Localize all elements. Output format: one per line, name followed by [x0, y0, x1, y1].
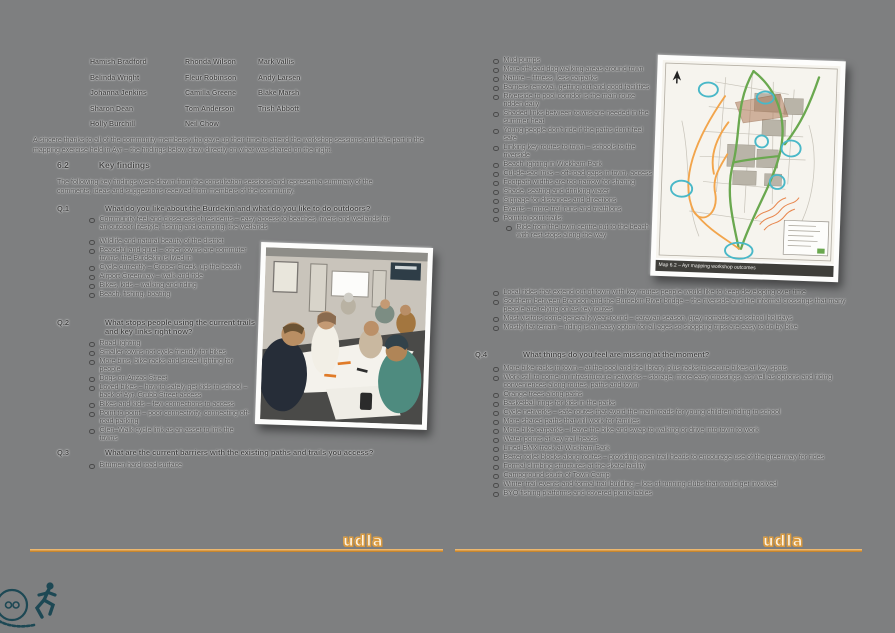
bullet-list-q1	[88, 238, 253, 300]
bullet-circle-icon	[493, 393, 499, 399]
bullet-circle-icon	[493, 86, 499, 92]
bullet-circle-icon	[493, 456, 499, 462]
bullet-item: Bikes and kids – few connections to access	[88, 401, 251, 409]
bullet-item: More bike carparks – leave the bike and swap to walking or drive into town to work	[492, 427, 848, 435]
bullet-item: Most visitors come generally year-round – caravan season, grey nomads and school holidays	[492, 315, 848, 323]
bullet-item: Lined BMX track at Wickham Park	[492, 445, 848, 453]
section-number: 6.2	[57, 160, 69, 170]
bullet-circle-icon	[493, 163, 499, 169]
bullet-item: Mostly flat terrain – riding is an easy option for all ages so shopping trips are easy to do by bike	[492, 324, 848, 332]
bullet-circle-icon	[493, 181, 499, 187]
bullet-circle-icon	[89, 429, 95, 435]
attendee-column-3	[258, 55, 340, 133]
bullet-list-q3-wide	[492, 289, 848, 333]
bullet-circle-icon	[493, 429, 499, 435]
bullet-item: Work still to come on infrastructure networks – storage, more easy crossings, as well as options and riding conveniences along routes, paths and town	[492, 374, 848, 390]
bullet-circle-icon	[493, 492, 499, 498]
bullet-circle-icon	[89, 386, 95, 392]
bullet-circle-icon	[493, 300, 499, 306]
attendee-name: Holly Burchill	[90, 121, 136, 128]
workshop-photo	[255, 242, 433, 430]
section-intro: The following key findings were drawn from the consultation sessions and represent a summary of the comments, ideas and suggestions received from members of the community.	[57, 179, 373, 195]
bullet-item: Events – more trail runs and triathlons	[492, 206, 654, 214]
bullet-circle-icon	[493, 367, 499, 373]
bullet-item: Smaller towns not cycle friendly for bikes	[88, 349, 251, 357]
bullet-circle-icon	[89, 403, 95, 409]
bullet-item: Water points at key trail heads	[492, 436, 848, 444]
bullet-item: More off-lead dog walking areas around town	[492, 66, 654, 74]
attendee-name: Mark Vallis	[258, 59, 295, 66]
bullet-list-q4	[492, 365, 848, 499]
workshop-map-photo	[650, 55, 846, 282]
bullet-item: Footpath widths are too narrow for sharing	[492, 179, 654, 187]
bullet-circle-icon	[493, 59, 499, 65]
bullet-item: Nature – fitness, less carparks	[492, 75, 654, 83]
bullet-circle-icon	[493, 483, 499, 489]
bullet-circle-icon	[493, 376, 499, 382]
bullet-circle-icon	[493, 95, 499, 101]
attendee-name: Blake Marsh	[258, 90, 300, 97]
bullet-item: Local rides that extend out of town with key routes people would like to keep developing over time	[492, 289, 848, 297]
bullet-item: Signage for distances and directions	[492, 197, 654, 205]
attendee-name: Hamish Bradford	[90, 59, 147, 66]
bullet-circle-icon	[89, 266, 95, 272]
bullet-circle-icon	[89, 351, 95, 357]
bullet-circle-icon	[89, 249, 95, 255]
bullet-circle-icon	[89, 218, 95, 224]
bullet-circle-icon	[89, 342, 95, 348]
bullet-circle-icon	[89, 293, 95, 299]
udla-logo-left: udla	[343, 532, 384, 550]
bullet-circle-icon	[493, 420, 499, 426]
attendee-column-2	[185, 55, 258, 133]
annotated-town-map	[656, 60, 841, 264]
bullet-circle-icon	[493, 77, 499, 83]
attendee-name: Rhonda Wilson	[185, 59, 236, 66]
bullet-circle-icon	[89, 275, 95, 281]
bullet-circle-icon	[493, 146, 499, 152]
bullet-item: Cul-de-sac links – off-road gaps in town, access	[492, 170, 654, 178]
bullet-list-q3-continued	[492, 57, 654, 223]
question-number: Q.2	[57, 318, 70, 327]
bullet-item: Bitumen hard road surface	[88, 462, 418, 470]
bullet-circle-icon	[493, 112, 499, 118]
bullet-circle-icon	[493, 129, 499, 135]
bullet-item: Young people don't ride if the paths don't feel safe	[492, 127, 654, 143]
map-caption: Map 6.2 – Ayr mapping workshop outcomes	[655, 260, 833, 277]
q3-continued-column	[492, 57, 654, 241]
bullet-circle-icon	[493, 172, 499, 178]
bullet-item: Shade, seating and drinking water	[492, 188, 654, 196]
bullet-circle-icon	[89, 412, 95, 418]
bullet-item: Cycle networks – safe routes that avoid the main roads for young children riding to school	[492, 409, 848, 417]
attendee-name: Neil Chow	[185, 121, 219, 128]
bullet-item: Road lighting	[88, 340, 251, 348]
section-heading	[57, 160, 150, 170]
bullet-circle-icon	[493, 438, 499, 444]
bullet-item: Bikes, kids – walking and riding	[88, 282, 253, 290]
bullet-circle-icon	[493, 190, 499, 196]
bullet-item: More bins, bike racks and street lighting for people	[88, 358, 251, 374]
sub-bullet-item: Ride from the town centre out to the beach with rest stops along the way	[505, 224, 654, 240]
question-number: Q.4	[475, 350, 488, 359]
udla-logo-right: udla	[763, 532, 804, 550]
bullet-circle-icon	[493, 474, 499, 480]
bullet-circle-icon	[493, 402, 499, 408]
question-number: Q.1	[57, 204, 70, 213]
bullet-item: Beach, fishing, boating	[88, 291, 253, 299]
attendee-name: Tom Anderson	[185, 105, 234, 113]
bullet-item: Riverside to pool corridor is the main route ridden daily	[492, 93, 654, 109]
bullet-item: Glen–Walk cycle link as an asset to link the towns	[88, 427, 251, 443]
bullet-circle-icon	[493, 217, 499, 223]
bullet-item: Better toilet blocks along routes – providing open trail heads to encourage use of the greenway for rides	[492, 454, 848, 462]
bullet-item: More shared paths that will work for families	[492, 418, 848, 426]
bullet-item: Barriers removal, getting out and good facilities	[492, 84, 654, 92]
bullet-item: Campground south of Town Camp	[492, 472, 848, 480]
bullet-circle-icon	[493, 411, 499, 417]
bullet-item: Loved bikes – how to safely get kids to school – back of Ayr, Grubb Street access	[88, 384, 251, 400]
bullet-item: Beach lighting in Wickham Park	[492, 161, 654, 169]
bullet-circle-icon	[493, 317, 499, 323]
bullet-item: Community feel and closeness of residents – easy access to beaches, rivers and wetlands for an outdoor lifestyle, fishing and camping, the wetlands	[88, 216, 393, 232]
question-text: What things do you feel are missing at the moment?	[523, 350, 710, 359]
bullet-item: Southern between Brandon and the Burdekin River bridge – the riverside and the informal crossings that many people are relying on as key routes	[492, 298, 848, 314]
bullet-circle-icon	[89, 464, 95, 470]
bullet-item: Formal climbing structures at the skate facility	[492, 463, 848, 471]
bullet-item: Wildlife and natural beauty of the district	[88, 238, 253, 246]
bullet-circle-icon	[493, 447, 499, 453]
bullet-circle-icon	[89, 377, 95, 383]
bullet-item: Point to point trails:	[492, 215, 654, 223]
question-text: What are the current barriers with the existing paths and trails you access?	[105, 448, 374, 457]
bullet-item: Point to point – poor connectivity, connecting off-road parking	[88, 410, 251, 426]
attendee-name: Sharon Dean	[90, 105, 134, 113]
attendee-names	[90, 55, 340, 133]
bullet-list-q3-sub	[492, 224, 654, 240]
bullet-list-q1-wide	[88, 216, 393, 233]
bullet-circle-icon	[493, 199, 499, 205]
bullet-item: Dogs on Anzac Street	[88, 375, 251, 383]
attendee-name: Fleur Robinson	[185, 74, 237, 82]
bullet-item: Shaded links between towns are needed in the summer heat	[492, 110, 654, 126]
bullet-item: Basketball rings for kids in the parks	[492, 400, 848, 408]
bullet-item: Airport Greenway – walk and ride	[88, 273, 253, 281]
bullet-circle-icon	[493, 326, 499, 332]
bullet-item: Peaceful and quiet – other towns are commuter towns, the Burdekin is lived in	[88, 247, 253, 263]
attendee-name: Andy Larsen	[258, 74, 301, 82]
bullet-circle-icon	[89, 284, 95, 290]
bullet-item: BYO fishing platforms and covered picnic tables	[492, 490, 848, 498]
trail-runner-logo	[0, 579, 78, 633]
section-title: Key findings	[98, 160, 150, 170]
bullet-circle-icon	[506, 226, 512, 232]
bullet-item: Cycle currently – Groper Creek, up the beach	[88, 264, 253, 272]
bullet-circle-icon	[89, 240, 95, 246]
workshop-photo-image	[260, 247, 428, 425]
acknowledgement-text: A sincere thanks to all of the community members who gave up their time to attend the workshop sessions and take part in the mapping exercise held in Ayr – the findings below draw directly on what was shared on the night.	[33, 137, 424, 154]
bullet-circle-icon	[493, 208, 499, 214]
bullet-circle-icon	[493, 291, 499, 297]
question-text: What stops people using the current trails and key links right now?	[105, 318, 256, 336]
question-text: What do you like about the Burdekin and what do you like to do outdoors?	[105, 204, 371, 213]
attendee-column-1	[90, 55, 185, 133]
bullet-item: Mud pumps	[492, 57, 654, 65]
attendee-name: Camilla Greene	[185, 90, 236, 97]
attendee-name: Belinda Wright	[90, 74, 140, 82]
bullet-item: Linking key routes to town – schools to the riverside	[492, 144, 654, 160]
bullet-list-q3	[88, 462, 418, 471]
question-number: Q.3	[57, 448, 70, 457]
bullet-list-q2	[88, 340, 251, 444]
attendee-name: Trish Abbott	[258, 105, 299, 113]
bullet-item: More bike racks in town – at the pool and the library, plus racks to secure bikes at key spots	[492, 365, 848, 373]
bullet-circle-icon	[89, 360, 95, 366]
bullet-item: Orange trees along paths	[492, 391, 848, 399]
bullet-circle-icon	[493, 68, 499, 74]
attendee-name: Johanna Jenkins	[90, 90, 147, 97]
bullet-circle-icon	[493, 465, 499, 471]
bullet-item: Winter trail events and formal trail building – lots of running clubs that would get involved	[492, 481, 848, 489]
